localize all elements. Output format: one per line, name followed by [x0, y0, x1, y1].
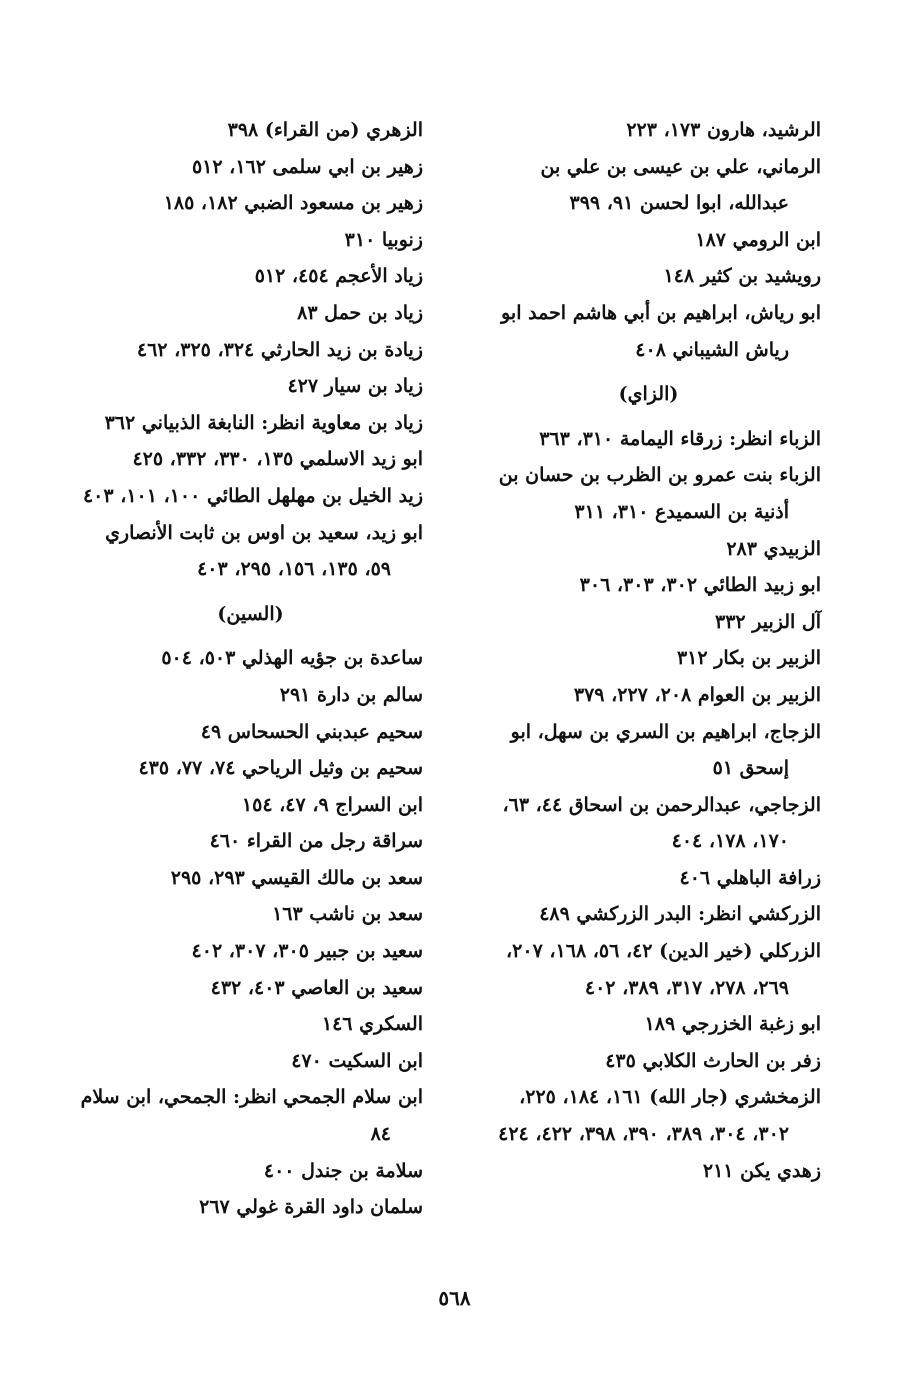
index-entry: رويشيد بن كثير ١٤٨ — [663, 265, 821, 288]
index-entry: الرماني، علي بن عيسى بن علي بن عبدالله، ابوا لحسن ٩١، ٣٩٩ — [540, 155, 821, 215]
index-entry: زيادة بن زيد الحارثي ٣٢٤، ٣٢٥، ٤٦٢ — [136, 338, 423, 361]
index-entry: الزركلي (خير الدين) ٤٢، ٥٦، ١٦٨، ٢٠٧، ٢٦٩، ٢٧٨، ٣١٧، ٣٨٩، ٤٠٢ — [506, 940, 821, 999]
index-entry: الرشيد، هارون ١٧٣، ٢٢٣ — [626, 119, 821, 141]
index-entry: سعيد بن العاصي ٤٠٣، ٤٣٢ — [210, 976, 423, 999]
index-entry: ابن السراج ٩، ٤٧، ١٥٤ — [241, 793, 423, 816]
index-entry: الزبير بن بكار ٣١٢ — [676, 647, 821, 670]
index-entry: سعيد بن جبير ٣٠٥، ٣٠٧، ٤٠٢ — [191, 940, 423, 963]
index-entry: الزجاجي، عبدالرحمن بن اسحاق ٤٤، ٦٣، ١٧٠، ١٧٨، ٤٠٤ — [502, 793, 821, 853]
index-entry: سراقة رجل من القراء ٤٦٠ — [209, 830, 423, 853]
index-entry: زنوبيا ٣١٠ — [344, 228, 423, 251]
index-entry: سلامة بن جندل ٤٠٠ — [263, 1159, 423, 1182]
index-entry: زيد الخيل بن مهلهل الطائي ١٠٠، ١٠١، ٤٠٣ — [82, 484, 423, 507]
index-entry: زهير بن مسعود الضبي ١٨٢، ١٨٥ — [163, 192, 423, 215]
index-entry: زياد بن معاوية انظر: النابغة الذبياني ٣٦٢ — [104, 411, 423, 434]
index-entry: سلمان داود القرة غولي ٢٦٧ — [199, 1196, 423, 1219]
index-entry: ابن السكيت ٤٧٠ — [291, 1049, 423, 1072]
index-entry: الزمخشري (جار الله) ١٦١، ١٨٤، ٢٢٥، ٣٠٢، ٣٠٤، ٣٨٩، ٣٩٠، ٣٩٨، ٤٢٢، ٤٢٤ — [498, 1086, 821, 1146]
index-entry: زياد بن حمل ٨٣ — [297, 301, 423, 324]
index-entry: سعد بن مالك القيسي ٢٩٣، ٢٩٥ — [170, 866, 423, 889]
index-entry: زهير بن ابي سلمى ١٦٢، ٥١٢ — [191, 155, 423, 178]
index-entry: سحيم عبدبني الحسحاس ٤٩ — [200, 720, 423, 743]
index-entry: الزجاج، ابراهيم بن السري بن سهل، ابو إسحق ٥١ — [510, 720, 821, 780]
index-entry: آل الزبير ٣٣٢ — [715, 610, 821, 633]
index-entry: ساعدة بن جؤيه الهذلي ٥٠٣، ٥٠٤ — [161, 647, 423, 670]
index-entry: سعد بن ناشب ١٦٣ — [272, 903, 423, 926]
index-entry: الزباء بنت عمرو بن الظرب بن حسان بن أذنية بن السميدع ٣١٠، ٣١١ — [498, 464, 821, 523]
index-entry: الزبير بن العوام ٢٠٨، ٢٢٧، ٣٧٩ — [573, 683, 821, 706]
index-entry: ابو رياش، ابراهيم بن أبي هاشم احمد ابو رياش الشيباني ٤٠٨ — [501, 301, 821, 361]
index-entry: زياد بن سيار ٤٢٧ — [287, 375, 423, 398]
index-entry: الزباء انظر: زرقاء اليمامة ٣١٠، ٣٦٣ — [539, 427, 821, 450]
index-column-right — [476, 112, 821, 1189]
index-entry: زهدي يكن ٢١١ — [702, 1159, 821, 1182]
index-entry: ابو زيد الاسلمي ١٣٥، ٣٣٠، ٣٣٢، ٤٢٥ — [132, 448, 423, 471]
index-entry: ابو زغبة الخزرجي ١٨٩ — [644, 1013, 821, 1036]
index-entry: زفر بن الحارث الكلابي ٤٣٥ — [605, 1049, 821, 1072]
section-heading: (السين) — [217, 602, 284, 625]
index-entry: ابو زيد، سعيد بن اوس بن ثابت الأنصاري ٥٩، ١٣٥، ١٥٦، ٢٩٥، ٤٠٣ — [105, 521, 423, 581]
index-entry: زرافة الباهلي ٤٠٦ — [679, 866, 821, 889]
index-entry: ابن الرومي ١٨٧ — [695, 228, 821, 251]
index-entry: ابو زبيد الطائي ٣٠٢، ٣٠٣، ٣٠٦ — [579, 574, 821, 597]
index-entry: سالم بن دارة ٢٩١ — [279, 683, 423, 706]
index-entry: الزهري (من القراء) ٣٩٨ — [227, 119, 423, 141]
page-number: ٥٦٨ — [438, 1286, 471, 1310]
index-column-left — [78, 112, 423, 1226]
index-entry: سحيم بن وثيل الرياحي ٧٤، ٧٧، ٤٣٥ — [138, 757, 423, 780]
index-entry: الزركشي انظر: البدر الزركشي ٤٨٩ — [539, 903, 821, 926]
section-heading: (الزاي) — [618, 383, 679, 406]
index-entry: زياد الأعجم ٤٥٤، ٥١٢ — [254, 265, 423, 288]
index-entry: الزبيدي ٢٨٣ — [726, 537, 821, 560]
index-entry: ابن سلام الجمحي انظر: الجمحي، ابن سلام ٨٤ — [80, 1086, 423, 1146]
index-entry: السكري ١٤٦ — [321, 1013, 423, 1036]
